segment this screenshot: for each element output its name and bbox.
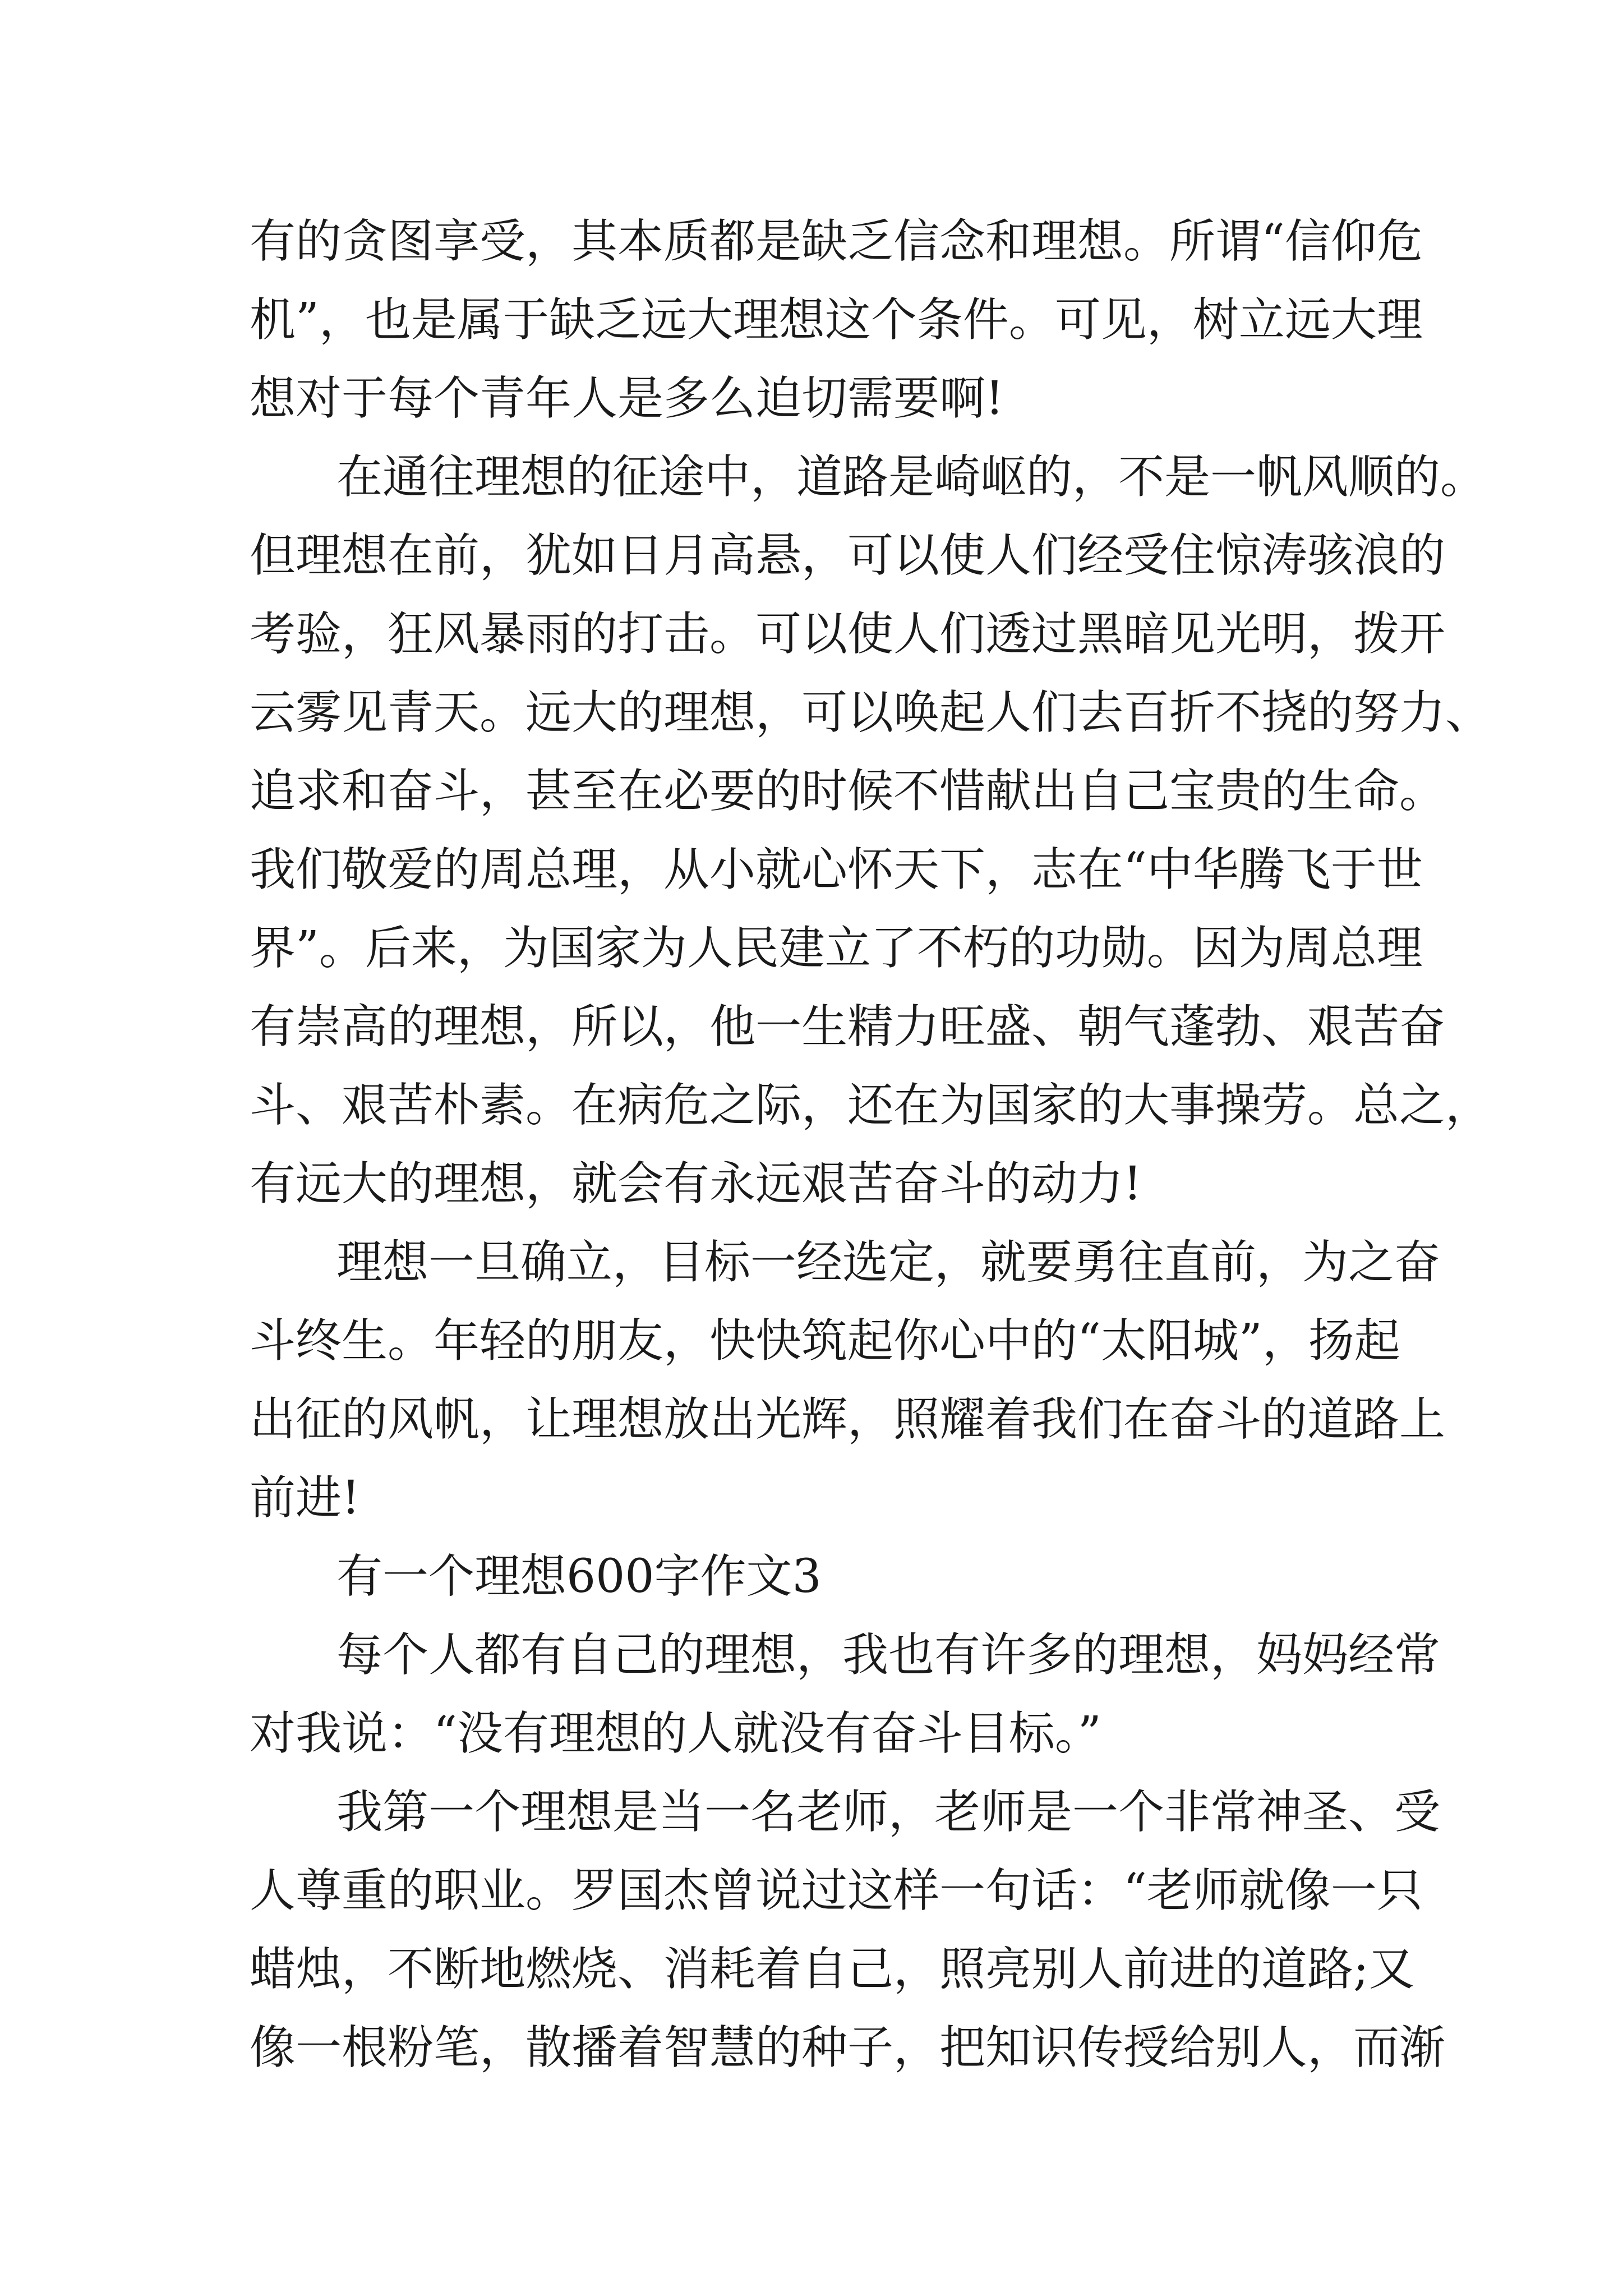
text-line: 想对于每个青年人是多么迫切需要啊!	[250, 372, 1004, 425]
text-line: 考验，狂风暴雨的打击。可以使人们透过黑暗见光明，拨开	[250, 608, 1446, 661]
text-line: 有远大的理想，就会有永远艰苦奋斗的动力!	[250, 1157, 1142, 1211]
text-line: 对我说：“没有理想的人就没有奋斗目标。”	[250, 1707, 1101, 1760]
text-line: 蜡烛，不断地燃烧、消耗着自己，照亮别人前进的道路;又	[250, 1943, 1415, 1996]
text-line: 斗、艰苦朴素。在病危之际，还在为国家的大事操劳。总之，	[250, 1079, 1492, 1132]
text-line: 追求和奋斗，甚至在必要的时候不惜献出自己宝贵的生命。	[250, 765, 1446, 818]
text-line: 每个人都有自己的理想，我也有许多的理想，妈妈经常	[336, 1628, 1441, 1682]
text-line: 出征的风帆，让理想放出光辉，照耀着我们在奋斗的道路上	[250, 1393, 1446, 1446]
text-line: 人尊重的职业。罗国杰曾说过这样一句话：“老师就像一只	[250, 1864, 1423, 1917]
text-line: 我们敬爱的周总理，从小就心怀天下，志在“中华腾飞于世	[250, 843, 1423, 896]
section-heading: 有一个理想600字作文3	[336, 1550, 822, 1603]
text-line: 我第一个理想是当一名老师，老师是一个非常神圣、受	[336, 1786, 1441, 1839]
text-line: 有的贪图享受，其本质都是缺乏信念和理想。所谓“信仰危	[250, 215, 1423, 268]
text-line: 但理想在前，犹如日月高悬，可以使人们经受住惊涛骇浪的	[250, 529, 1446, 582]
text-line: 前进!	[250, 1471, 360, 1525]
text-line: 云雾见青天。远大的理想，可以唤起人们去百折不挠的努力、	[250, 686, 1492, 739]
text-line: 机”，也是属于缺乏远大理想这个条件。可见，树立远大理	[250, 293, 1423, 347]
text-line: 像一根粉笔，散播着智慧的种子，把知识传授给别人，而渐	[250, 2021, 1446, 2074]
text-line: 斗终生。年轻的朋友，快快筑起你心中的“太阳城”，扬起	[250, 1314, 1400, 1368]
text-line: 在通往理想的征途中，道路是崎岖的，不是一帆风顺的。	[336, 450, 1487, 504]
text-line: 有崇高的理想，所以，他一生精力旺盛、朝气蓬勃、艰苦奋	[250, 1000, 1446, 1053]
text-line: 界”。后来，为国家为人民建立了不朽的功勋。因为周总理	[250, 922, 1423, 975]
text-line: 理想一旦确立，目标一经选定，就要勇往直前，为之奋	[336, 1236, 1441, 1289]
